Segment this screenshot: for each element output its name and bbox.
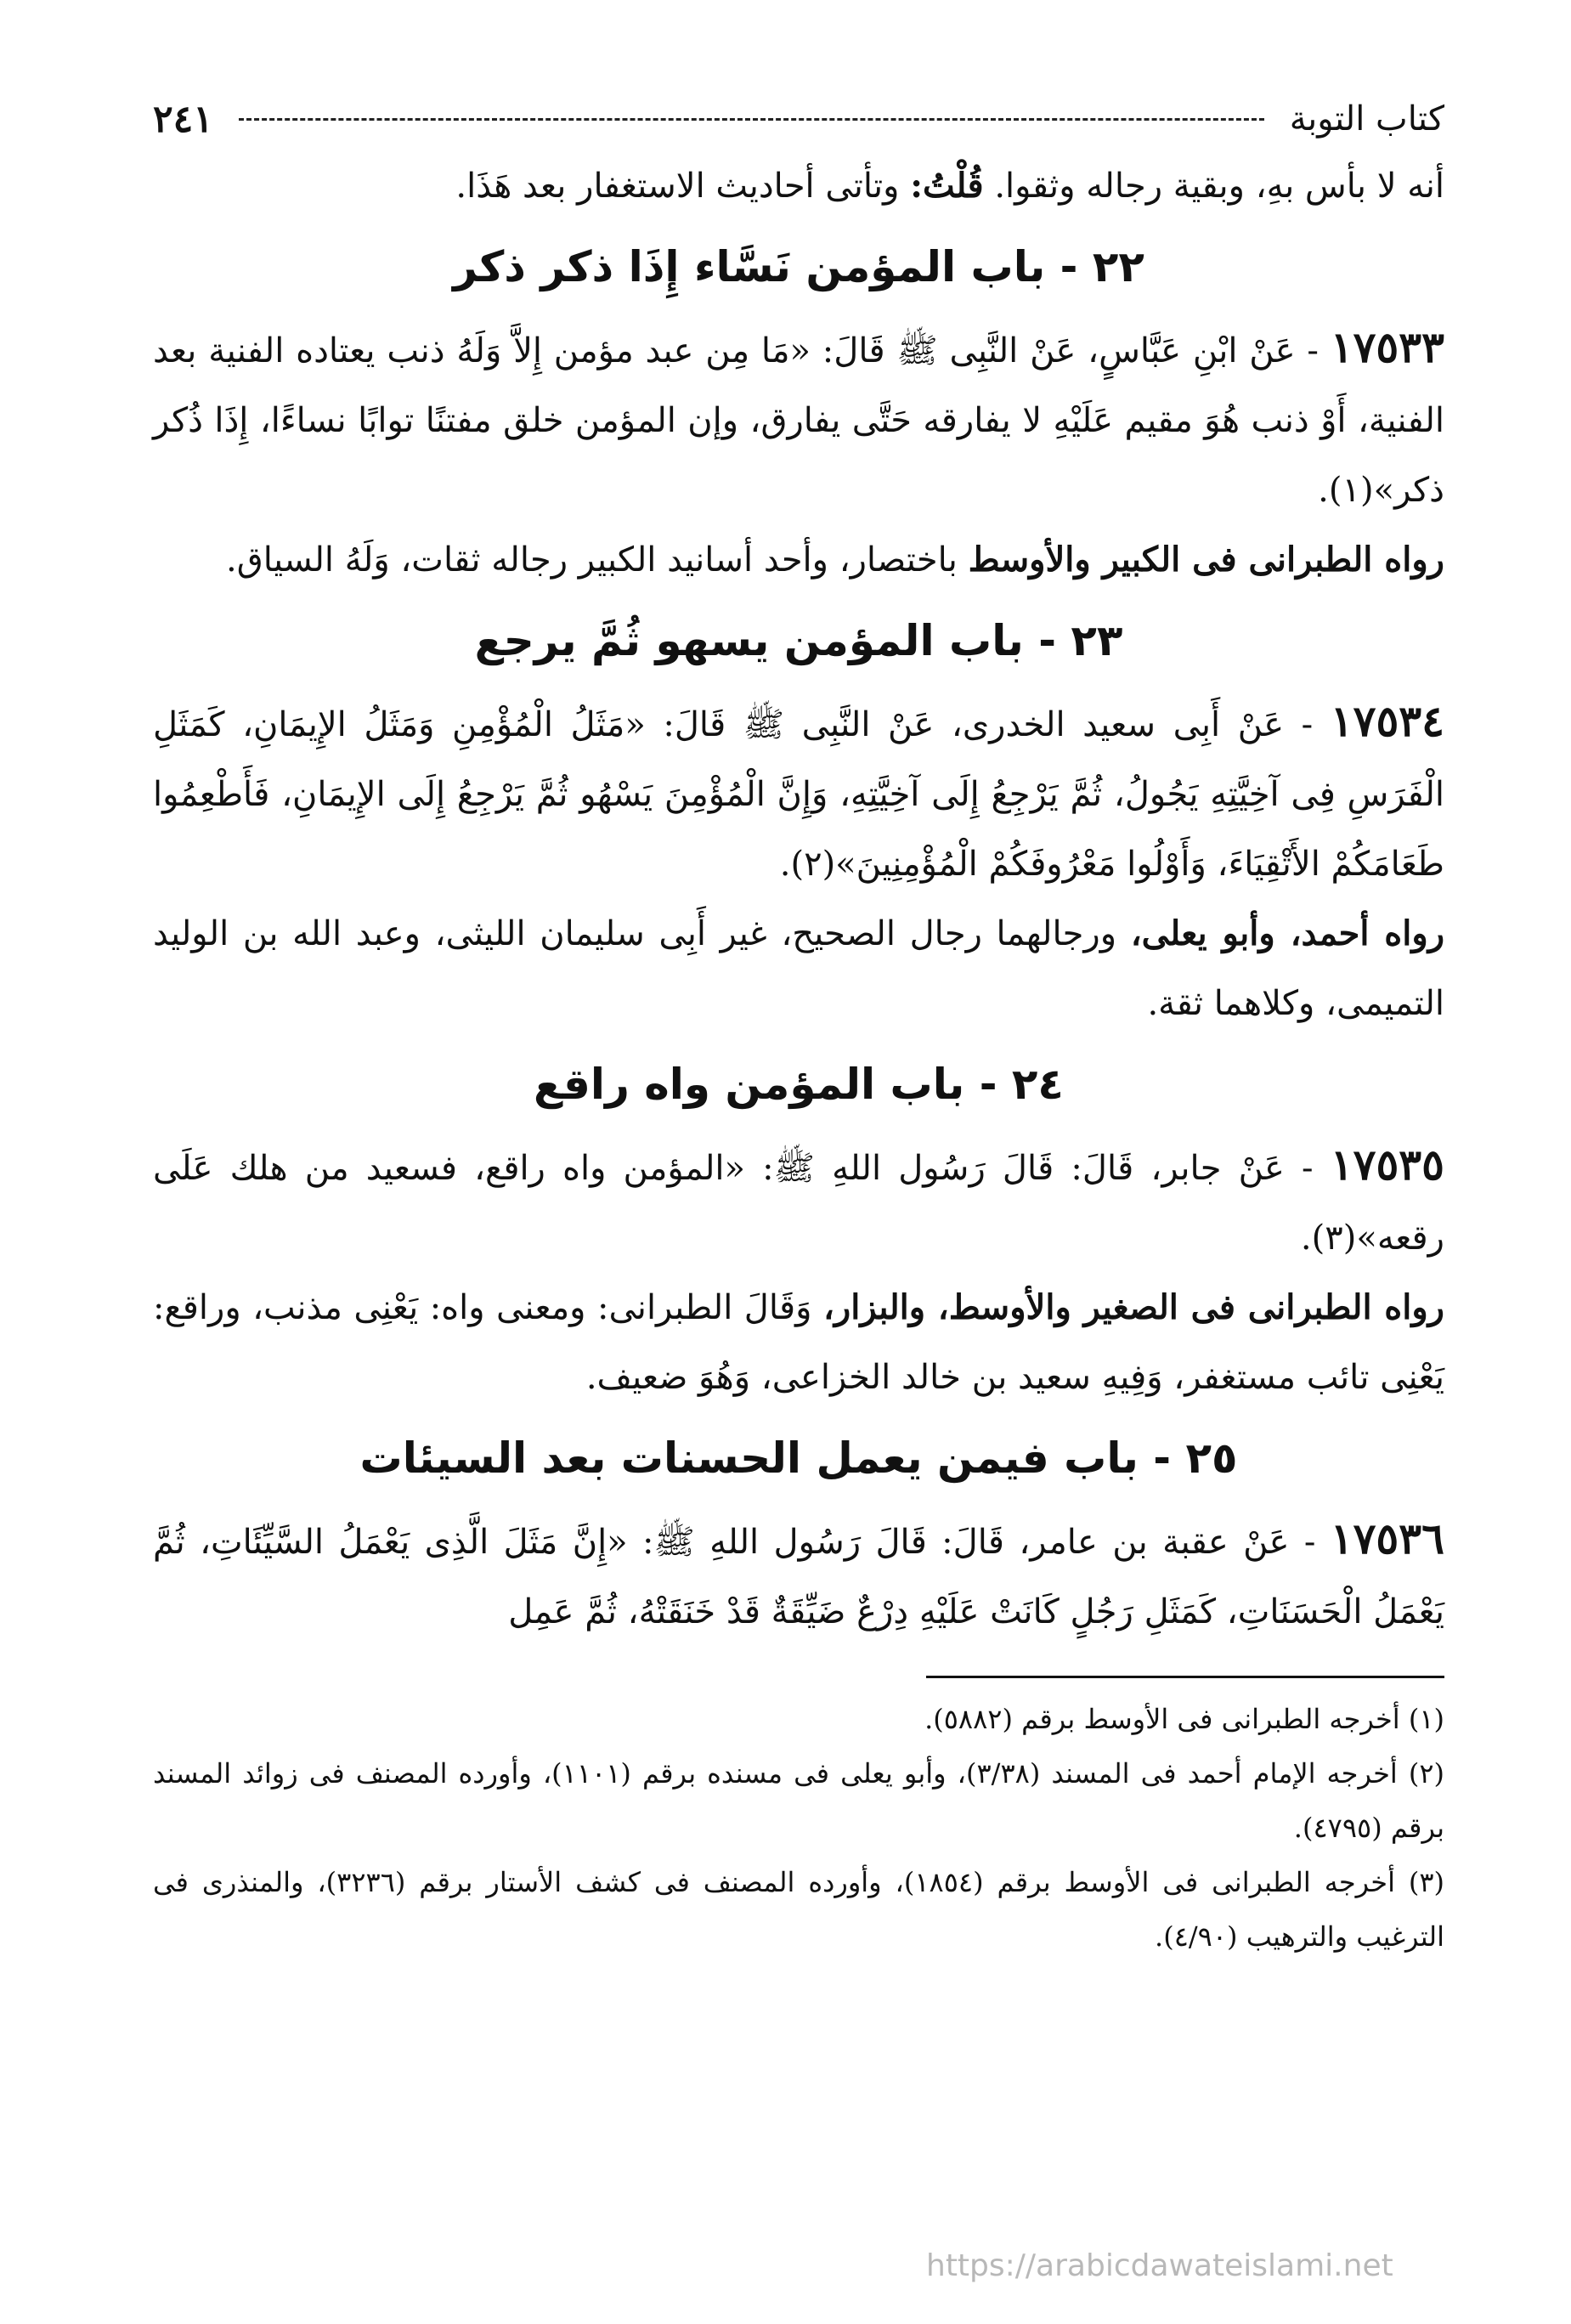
header-rule [239, 118, 1264, 121]
source-paragraph [153, 1273, 1444, 1412]
source-bold: رواه الطبرانى فى الكبير والأوسط [968, 540, 1444, 580]
chapter-heading: ٢٢ - باب المؤمن نَسَّاء إِذَا ذكر ذكر [453, 242, 1144, 291]
source-text: وَقَالَ الطبرانى: ومعنى واه: يَعْنِى مذنب، وراقع: يَعْنِى تائب مستغفر، وَفِيهِ سعيد بن خالد الخزاعى، وَهُوَ ضعيف. [153, 1288, 1444, 1397]
source-paragraph [153, 899, 1444, 1038]
hadith-paragraph [153, 1130, 1444, 1273]
source-bold: رواه أحمد، وأبو يعلى، [1130, 913, 1445, 953]
hadith-paragraph [153, 313, 1444, 525]
footnote-separator [926, 1676, 1444, 1678]
watermark-url: https://arabicdawateislami.net [926, 2248, 1393, 2283]
footnote: (٣) أخرجه الطبرانى فى الأوسط برقم (١٨٥٤)، وأورده المصنف فى كشف الأستار برقم (٣٢٣٦)، والمنذرى فى الترغيب والترهيب (٤/٩٠). [153, 1866, 1445, 1953]
hadith-text: - عَنْ جابر، قَالَ: قَالَ رَسُول اللهِ ﷺ: «المؤمن واه راقع، فسعيد من هلك عَلَى رقعه»(٣). [153, 1149, 1444, 1258]
qultu-label: قُلْتُ: [910, 166, 984, 206]
hadith-number: ١٧٥٣٣ [1330, 322, 1444, 372]
chapter-heading: ٢٤ - باب المؤمن واه راقع [534, 1060, 1064, 1109]
hadith-paragraph [153, 687, 1444, 899]
footnote: (٢) أخرجه الإمام أحمد فى المسند (٣/٣٨)، وأبو يعلى فى مسنده برقم (١١٠١)، وأورده المصنف فى زوائد المسند برقم (٤٧٩٥). [153, 1757, 1445, 1844]
chapter-heading: ٢٥ - باب فيمن يعمل الحسنات بعد السيئات [359, 1433, 1238, 1483]
hadith-text: - عَنْ عقبة بن عامر، قَالَ: قَالَ رَسُول اللهِ ﷺ: «إِنَّ مَثَلَ الَّذِى يَعْمَلُ السَّيِّئَاتِ، ثُمَّ يَعْمَلُ الْحَسَنَاتِ، كَمَثَلِ رَجُلٍ كَانَتْ عَلَيْهِ دِرْعٌ ضَيِّقَةٌ قَدْ خَنَقَتْهُ، ثُمَّ عَمِل [153, 1523, 1444, 1631]
page-header [153, 93, 1444, 144]
source-text: باختصار، وأحد أسانيد الكبير رجاله ثقات، وَلَهُ السياق. [226, 540, 958, 580]
hadith-paragraph [153, 1504, 1444, 1647]
book-title: كتاب التوبة [1289, 99, 1444, 139]
chapter-heading: ٢٣ - باب المؤمن يسهو ثُمَّ يرجع [474, 616, 1123, 665]
intro-paragraph: أنه لا بأس بهِ، وبقية رجاله وثقوا. قُلْتُ: وتأتى أحاديث الاستغفار بعد هَذَا. [455, 166, 1444, 206]
document-page [153, 93, 1444, 1964]
hadith-number: ١٧٥٣٦ [1330, 1513, 1444, 1563]
hadith-number: ١٧٥٣٤ [1330, 696, 1445, 746]
hadith-text: - عَنْ أَبِى سعيد الخدرى، عَنْ النَّبِى ﷺ قَالَ: «مَثَلُ الْمُؤْمِنِ وَمَثَلُ الإِيمَانِ، كَمَثَلِ الْفَرَسِ فِى آخِيَّتِهِ يَجُولُ، ثُمَّ يَرْجِعُ إِلَى آخِيَّتِهِ، وَإِنَّ الْمُؤْمِنَ يَسْهُو ثُمَّ يَرْجِعُ إِلَى الإِيمَانِ، فَأَطْعِمُوا طَعَامَكُمْ الأَتْقِيَاءَ، وَأَوْلُوا مَعْرُوفَكُمْ الْمُؤْمِنِينَ»(٢). [153, 705, 1444, 884]
source-paragraph [153, 525, 1444, 595]
hadith-text: - عَنْ ابْنِ عَبَّاسٍ، عَنْ النَّبِى ﷺ قَالَ: «مَا مِن عبد مؤمن إِلاَّ وَلَهُ ذنب يعتاده الفنية بعد الفنية، أَوْ ذنب هُوَ مقيم عَلَيْهِ لا يفارقه حَتَّى يفارق، وإن المؤمن خلق مفتنًا توابًا نساءًا، إِذَا ذُكر ذكر»(١). [153, 331, 1444, 510]
source-bold: رواه الطبرانى فى الصغير والأوسط، والبزار، [823, 1287, 1445, 1327]
page-number: ٢٤١ [153, 97, 213, 141]
hadith-number: ١٧٥٣٥ [1330, 1139, 1445, 1190]
footnote: (١) أخرجه الطبرانى فى الأوسط برقم (٥٨٨٢). [924, 1703, 1444, 1735]
source-text: ورجالهما رجال الصحيح، غير أَبِى سليمان الليثى، وعبد الله بن الوليد التميمى، وكلاهما ثقة. [153, 914, 1444, 1023]
